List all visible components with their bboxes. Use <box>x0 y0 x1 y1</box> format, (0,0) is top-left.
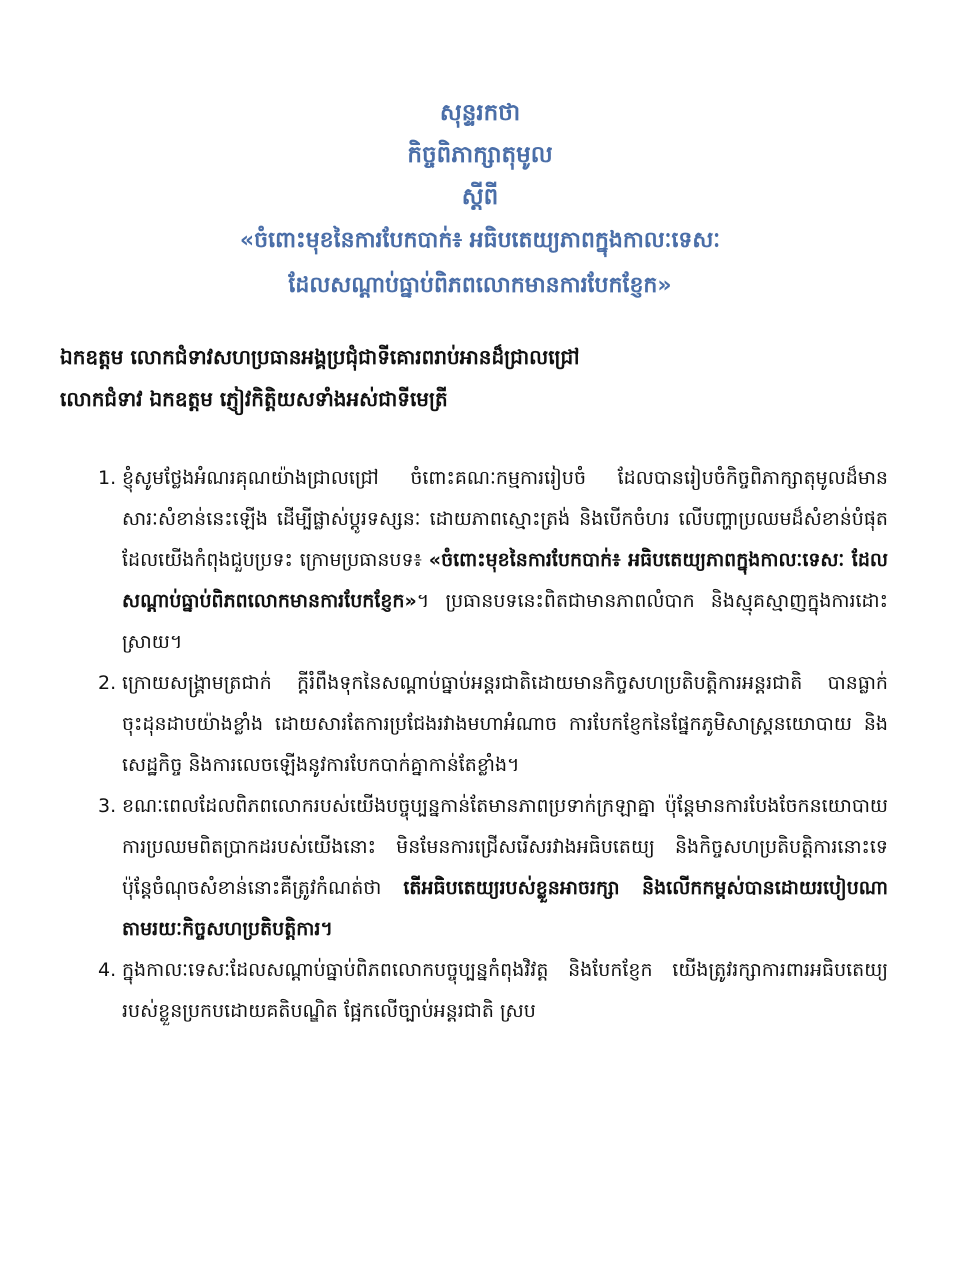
numbered-list <box>98 458 888 1032</box>
item-number: 1. <box>98 467 117 489</box>
item-text: ក្រោយសង្គ្រាមត្រជាក់ ក្តីរំពឹងទុកនៃសណ្តាប់ធ្នាប់អន្តរជាតិដោយមានកិច្ចសហប្រតិបត្តិការអន្តរជាតិ បានធ្លាក់ចុះដុនដាបយ៉ាងខ្លាំង ដោយសារតែការប្រជែងរវាងមហាអំណាច ការបែកខ្ញែកនៃផ្នែកភូមិសាស្ត្រនយោបាយ និងសេដ្ឋកិច្ច និងការលេចឡើងនូវការបែកបាក់គ្នាកាន់តែខ្លាំង។ <box>122 672 888 776</box>
title-line-speech: សុន្ទរកថា <box>439 100 521 126</box>
list-item <box>98 663 888 786</box>
item-text: ខ្ញុំសូមថ្លែងអំណរគុណយ៉ាងជ្រាលជ្រៅ ចំពោះគណៈកម្មការរៀបចំ ដែលបានរៀបចំកិច្ចពិភាក្សាតុមូលដ៏មានសារៈសំខាន់នេះឡើង ដើម្បីផ្លាស់ប្តូរទស្សនៈ ដោយភាពស្មោះត្រង់ និងបើកចំហរ លើបញ្ហាប្រឈមដ៏សំខាន់បំផុត ដែលយើងកំពុងជួបប្រទះ ក្រោមប្រធានបទ៖ <box>122 467 888 571</box>
item-bold-text: តើអធិបតេយ្យរបស់ខ្លួនអាចរក្សា និងលើកកម្ពស់បានដោយរបៀបណា តាមរយៈកិច្ចសហប្រតិបត្តិការ។ <box>122 877 888 940</box>
salutation-line-1: ឯកឧត្តម លោកជំទាវសហប្រធានអង្គប្រជុំជាទីគោរពរាប់អានដ៏ជ្រាលជ្រៅ <box>60 345 580 369</box>
item-number: 2. <box>98 672 117 694</box>
title-line-roundtable: កិច្ចពិភាក្សាតុមូល <box>407 142 553 168</box>
list-item <box>98 786 888 950</box>
speech-title <box>60 92 900 308</box>
item-bold-text: «ចំពោះមុខនៃការបែកបាក់៖ អធិបតេយ្យភាពក្នុងកាលៈទេសៈ ដែលសណ្តាប់ធ្នាប់ពិភពលោកមានការបែកខ្ញែក» <box>122 549 888 612</box>
title-line-on: ស្តីពី <box>461 184 499 210</box>
salutation <box>60 336 920 420</box>
salutation-line-2: លោកជំទាវ ឯកឧត្តម ភ្ញៀវកិត្តិយសទាំងអស់ជាទីមេត្រី <box>60 387 448 411</box>
item-number: 4. <box>98 959 117 981</box>
title-line-topic-2: ដែលសណ្តាប់ធ្នាប់ពិភពលោកមានការបែកខ្ញែក» <box>288 273 672 298</box>
title-line-topic-1: «ចំពោះមុខនៃការបែកបាក់៖ អធិបតេយ្យភាពក្នុងកាលៈទេសៈ <box>239 228 721 253</box>
list-item <box>98 950 888 1032</box>
item-text: ខណៈពេលដែលពិភពលោករបស់យើងបច្ចុប្បន្នកាន់តែមានភាពប្រទាក់ក្រឡាគ្នា ប៉ុន្តែមានការបែងចែកនយោបាយ ការប្រឈមពិតប្រាកដរបស់យើងនោះ មិនមែនការជ្រើសរើសរវាងអធិបតេយ្យ និងកិច្ចសហប្រតិបត្តិការនោះទេ ប៉ុន្តែចំណុចសំខាន់នោះគឺត្រូវកំណត់ថា <box>122 795 888 899</box>
item-text: ក្នុងកាលៈទេសៈដែលសណ្តាប់ធ្នាប់ពិភពលោកបច្ចុប្បន្នកំពុងវិវត្ត និងបែកខ្ញែក យើងត្រូវរក្សាការពារអធិបតេយ្យរបស់ខ្លួនប្រកបដោយគតិបណ្ឌិត ផ្អែកលើច្បាប់អន្តរជាតិ ស្រប <box>122 959 888 1022</box>
item-number: 3. <box>98 795 117 817</box>
list-item <box>98 458 888 663</box>
item-text-after: ។ ប្រធានបទនេះពិតជាមានភាពលំបាក និងស្មុគស្មាញក្នុងការដោះស្រាយ។ <box>122 590 888 653</box>
